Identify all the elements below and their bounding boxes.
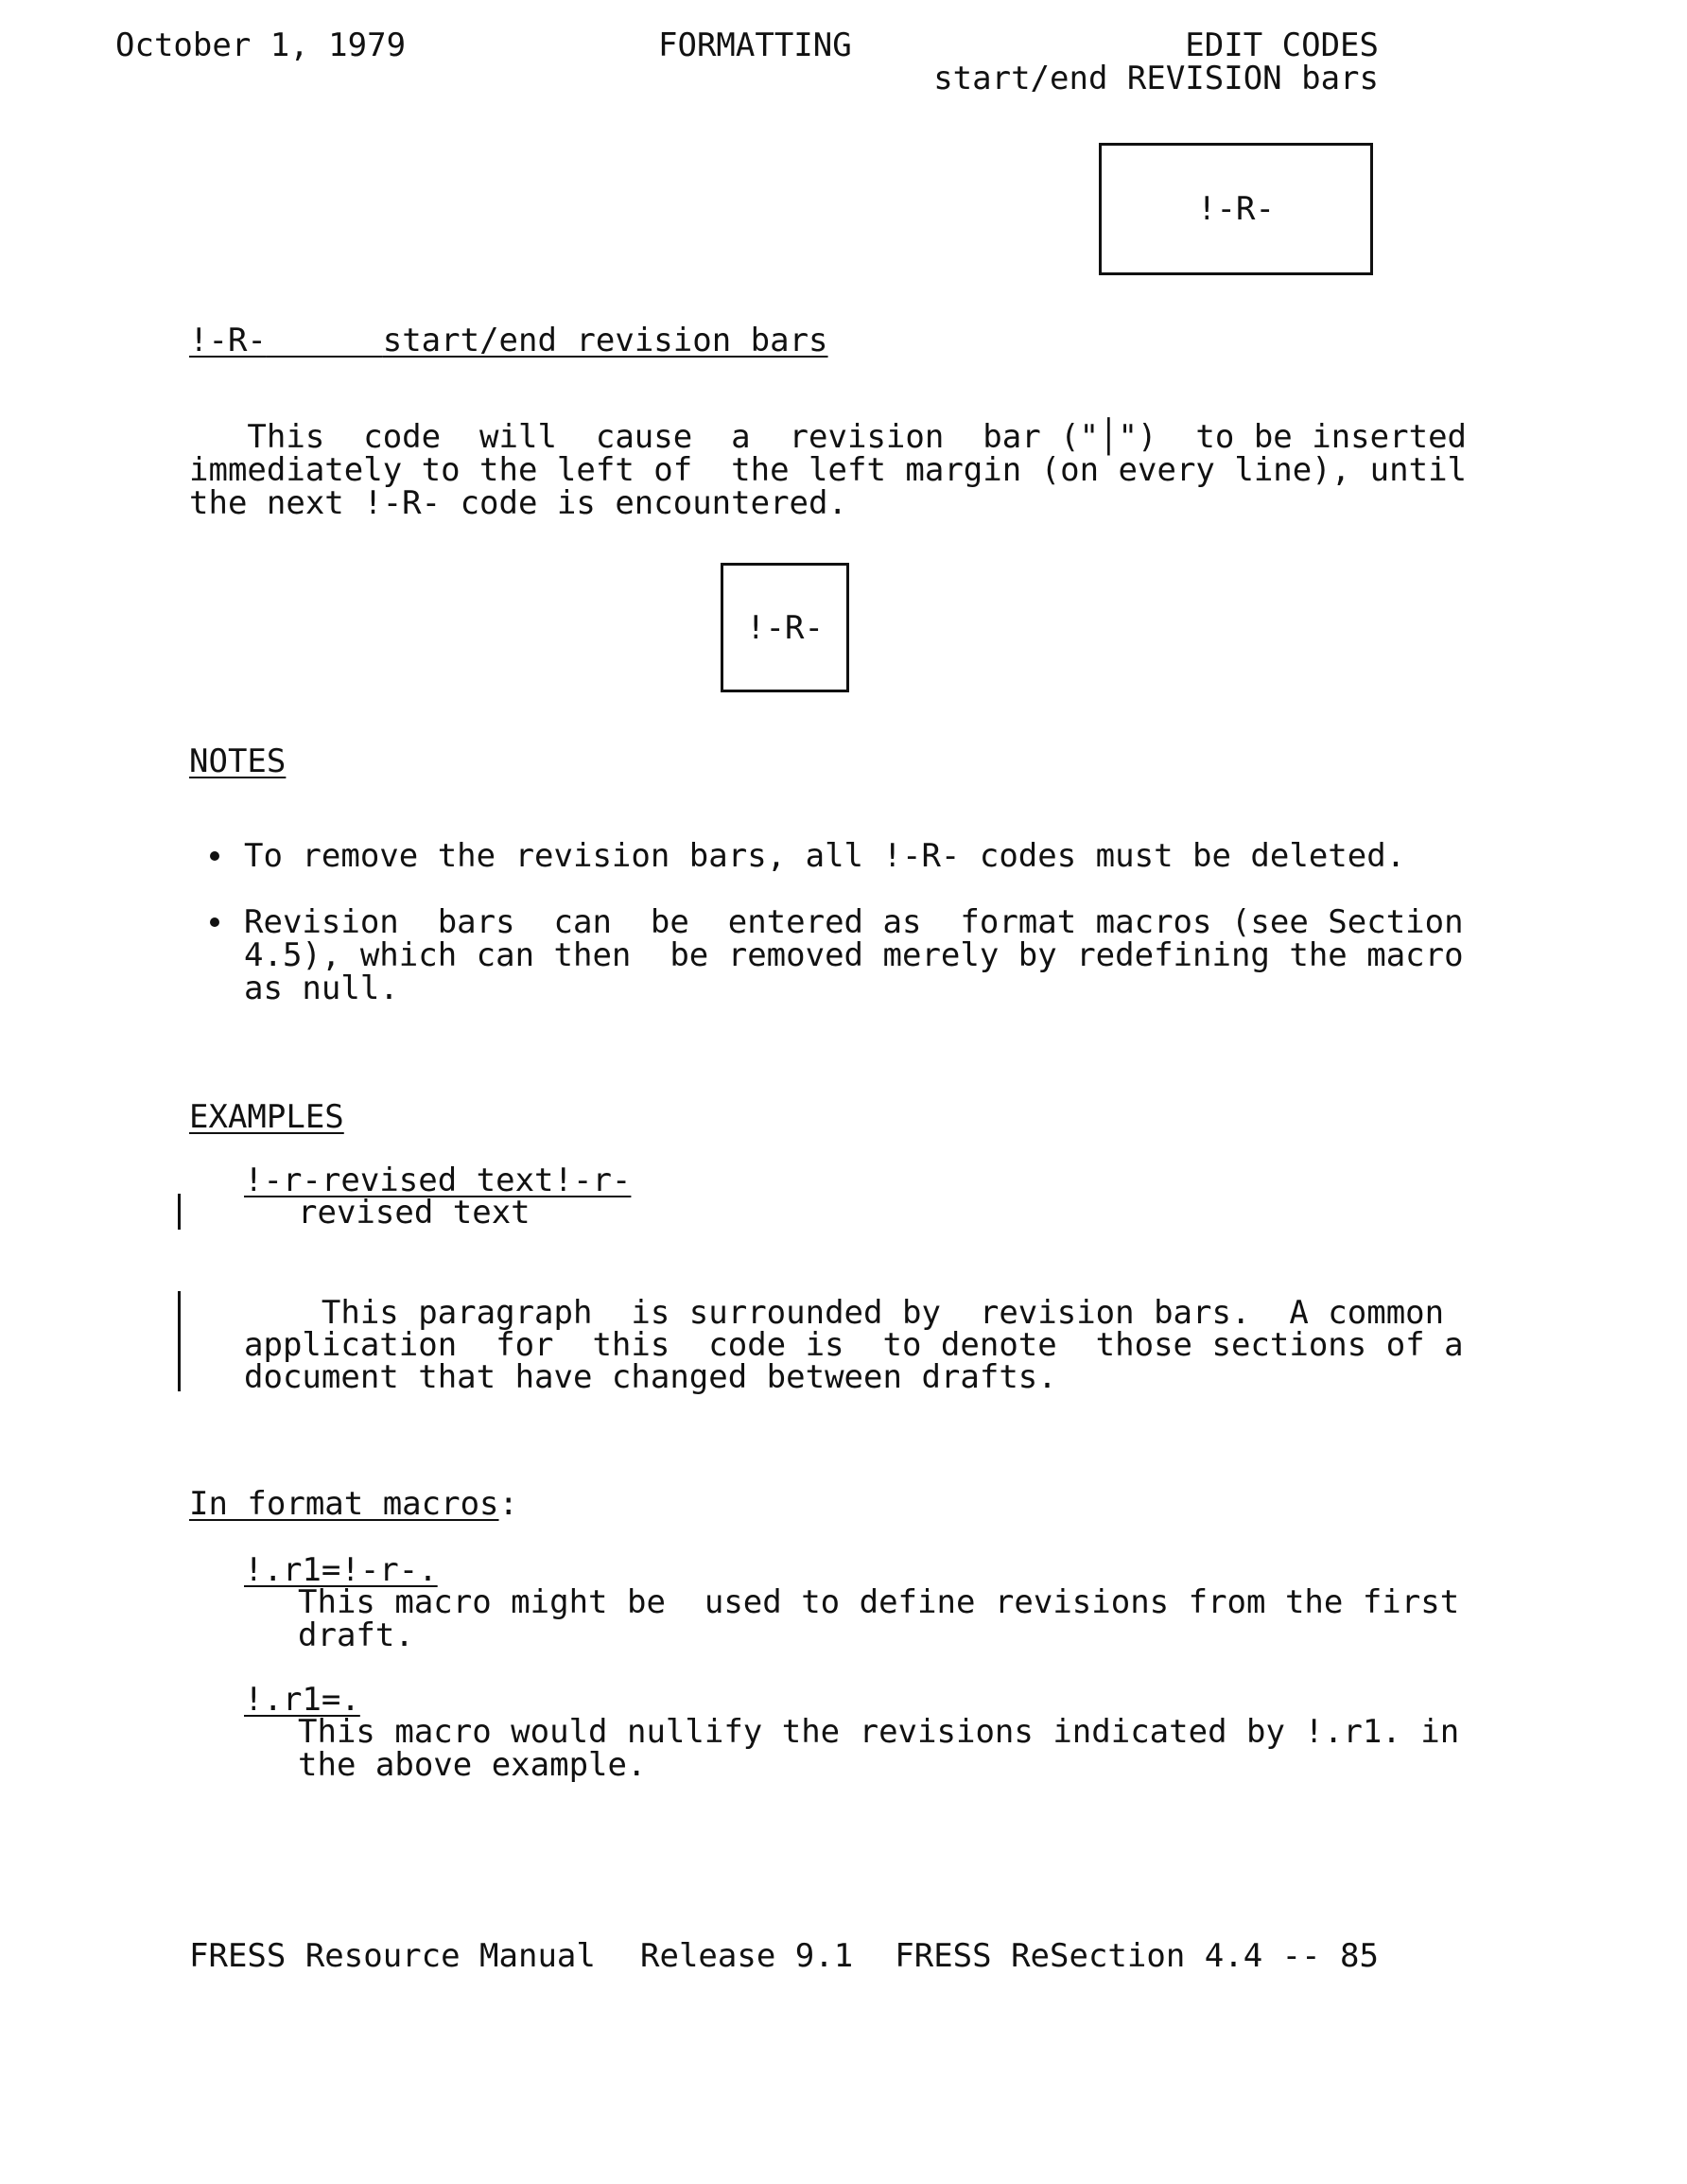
heading-code: !-R-	[189, 322, 267, 359]
revision-bar	[178, 1291, 181, 1391]
footer-right: FRESS ReSection 4.4 -- 85	[895, 1937, 1379, 1975]
note-2-line-1: Revision bars can be entered as format macros (see Section	[244, 903, 1464, 941]
macro-2-desc-line-2: the above example.	[298, 1746, 647, 1784]
note-2-line-2: 4.5), which can then be removed merely by redefining the macro	[244, 936, 1464, 974]
examples-title: EXAMPLES	[189, 1098, 344, 1136]
center-code-box	[721, 563, 849, 692]
example-paragraph-line-3: document that have changed between drafts.	[244, 1358, 1057, 1396]
intro-line-1: This code will cause a revision bar ("│") to be inserted	[189, 418, 1468, 456]
note-2-line-3: as null.	[244, 970, 399, 1007]
notes-title: NOTES	[189, 743, 287, 780]
bullet-icon	[210, 917, 219, 927]
center-code-box-label: !-R-	[746, 608, 824, 647]
example-1-result: revised text	[298, 1194, 530, 1232]
header-date: October 1, 1979	[115, 26, 407, 64]
format-macros-heading	[189, 1487, 518, 1521]
example-paragraph-line-2: application for this code is to denote those sections of a	[244, 1326, 1464, 1364]
intro-line-2: immediately to the left of the left margin (on every line), until	[189, 451, 1468, 489]
macro-1-code: !.r1=!-r-.	[244, 1551, 438, 1589]
header-category: EDIT CODES	[1185, 26, 1379, 64]
heading-gap	[267, 322, 383, 359]
header-section: FORMATTING	[658, 26, 852, 64]
macro-1-desc-line-1: This macro might be used to define revisions from the first	[298, 1583, 1460, 1621]
intro-line-3: the next !-R- code is encountered.	[189, 484, 847, 522]
macro-2-code: !.r1=.	[244, 1681, 360, 1719]
format-macros-title: In format macros	[189, 1485, 499, 1523]
footer-left: FRESS Resource Manual	[189, 1937, 596, 1975]
macro-1-desc-line-2: draft.	[298, 1616, 414, 1654]
format-macros-colon: :	[498, 1485, 518, 1523]
header-subtitle: start/end REVISION bars	[933, 60, 1379, 97]
example-1-code: !-r-revised text!-r-	[244, 1162, 632, 1199]
macro-2-desc-line-1: This macro would nullify the revisions indicated by !.r1. in	[298, 1713, 1460, 1751]
example-paragraph-line-1: This paragraph is surrounded by revision bars. A common	[244, 1294, 1445, 1332]
footer-middle: Release 9.1	[640, 1937, 854, 1975]
code-box-label: !-R-	[1197, 190, 1275, 228]
bullet-icon	[210, 851, 219, 861]
code-box	[1099, 143, 1373, 275]
note-1-line-1: To remove the revision bars, all !-R- codes must be deleted.	[244, 837, 1406, 875]
heading-description: start/end revision bars	[382, 322, 828, 359]
section-heading	[189, 323, 828, 358]
revision-bar	[178, 1194, 181, 1230]
